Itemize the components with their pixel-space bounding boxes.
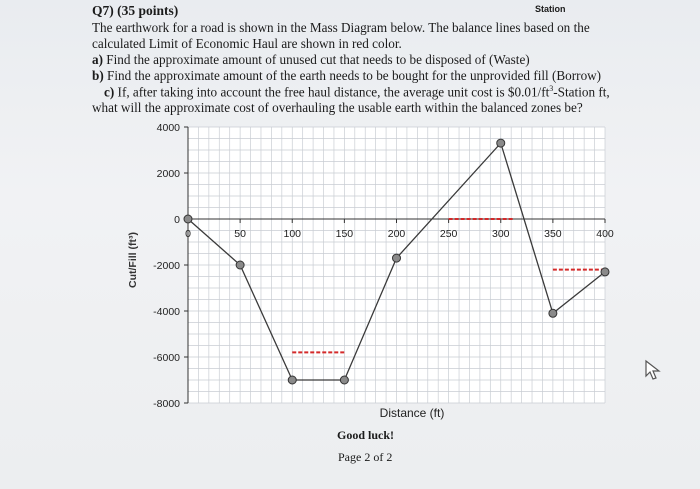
data-point: [340, 376, 348, 384]
data-point: [236, 261, 244, 269]
mouse-cursor-icon: [644, 359, 662, 381]
part-b-text: Find the approximate amount of the earth needs to be bought for the unprovided fill (Borrow): [103, 68, 602, 83]
y-tick-label: 4000: [156, 122, 180, 134]
x-tick-label: 150: [335, 228, 354, 240]
part-a-label: a): [92, 52, 103, 67]
good-luck-text: Good luck!: [337, 428, 395, 442]
data-point: [497, 139, 505, 147]
part-c-superscript: 3: [549, 84, 554, 93]
data-point: [601, 268, 609, 276]
y-tick-label: 2000: [156, 168, 180, 180]
part-c-label: c): [104, 84, 115, 100]
part-c-line-2: what will the approximate cost of overhauling the usable earth within the balanced zones be?: [92, 100, 583, 115]
intro-line-2: calculated Limit of Economic Haul are shown in red color.: [92, 36, 402, 51]
x-tick-label: 250: [439, 228, 458, 240]
x-tick-label: 200: [387, 228, 406, 240]
x-tick-label: 300: [491, 228, 510, 240]
part-b-label: b): [92, 68, 104, 83]
part-a-text: Find the approximate amount of unused cut that needs to be disposed of (Waste): [103, 52, 530, 67]
x-tick-label: 0: [185, 228, 191, 240]
data-point: [393, 254, 401, 262]
page-number: Page 2 of 2: [338, 450, 393, 464]
y-tick-label: -8000: [153, 398, 180, 410]
data-point: [184, 215, 192, 223]
y-tick-label: 0: [174, 214, 180, 226]
y-tick-label: -6000: [153, 352, 180, 364]
x-tick-label: 350: [544, 228, 562, 240]
part-c-text-end: -Station ft,: [553, 84, 610, 100]
y-axis-label: Cut/Fill (ft³): [127, 232, 139, 288]
y-tick-label: -2000: [153, 260, 180, 272]
y-tick-label: -4000: [153, 306, 180, 318]
question-title: Q7) (35 points): [92, 3, 179, 18]
data-point: [549, 309, 557, 317]
x-tick-label: 100: [283, 228, 302, 240]
part-c-text: If, after taking into account the free haul distance, the average unit cost is $0.01/ft: [114, 84, 550, 100]
station-label: Station: [535, 4, 566, 14]
x-tick-label: 50: [234, 228, 246, 240]
x-axis-label: Distance (ft): [379, 406, 445, 420]
data-point: [288, 376, 296, 384]
intro-line-1: The earthwork for a road is shown in the Mass Diagram below. The balance lines based on the: [92, 20, 590, 35]
x-tick-label: 400: [596, 228, 614, 240]
